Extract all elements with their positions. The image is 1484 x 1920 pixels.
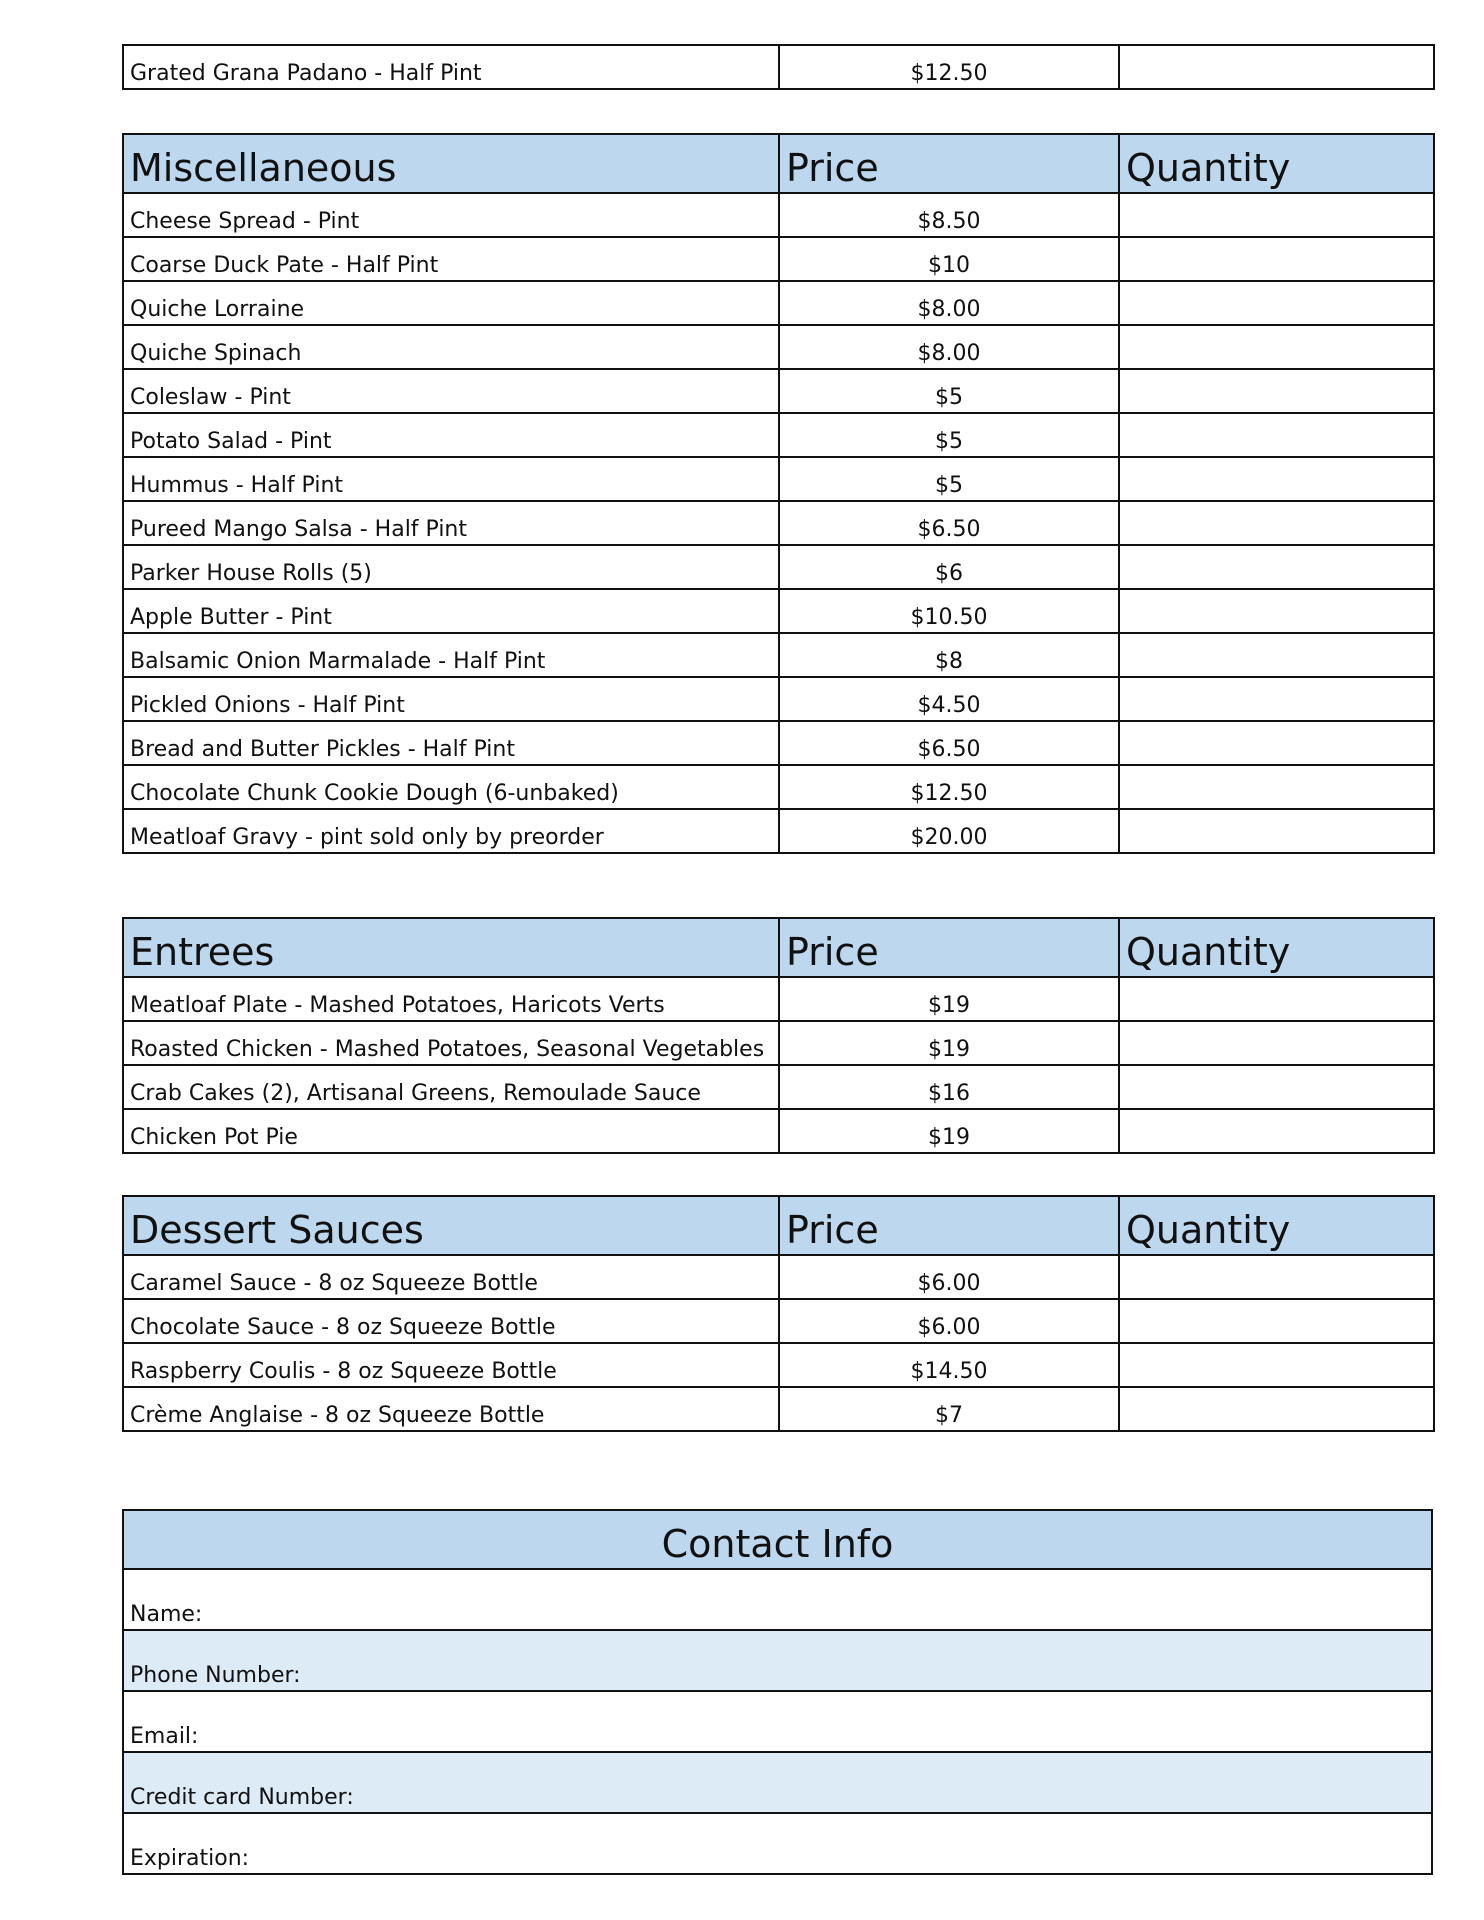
quantity-cell[interactable] xyxy=(1119,545,1434,589)
table-row xyxy=(123,721,1434,765)
top-carryover-table xyxy=(122,44,1433,90)
table-row xyxy=(123,325,1434,369)
table-row xyxy=(123,1021,1434,1065)
table-row xyxy=(123,281,1434,325)
contact-title: Contact Info xyxy=(123,1510,1432,1569)
table-row xyxy=(123,369,1434,413)
item-price: $5 xyxy=(779,413,1119,457)
table-header xyxy=(123,918,1434,977)
item-name: Pickled Onions - Half Pint xyxy=(123,677,779,721)
table-row xyxy=(123,1255,1434,1299)
table-row xyxy=(123,589,1434,633)
table-header xyxy=(123,1510,1432,1569)
item-name: Crème Anglaise - 8 oz Squeeze Bottle xyxy=(123,1387,779,1431)
table-row xyxy=(123,1343,1434,1387)
quantity-cell[interactable] xyxy=(1119,193,1434,237)
price-header: Price xyxy=(779,134,1119,193)
contact-row-credit-card[interactable] xyxy=(123,1752,1432,1813)
item-name: Roasted Chicken - Mashed Potatoes, Seasonal Vegetables xyxy=(123,1021,779,1065)
quantity-cell[interactable] xyxy=(1119,721,1434,765)
item-name: Chocolate Chunk Cookie Dough (6-unbaked) xyxy=(123,765,779,809)
item-name: Grated Grana Padano - Half Pint xyxy=(123,45,779,89)
item-name: Apple Butter - Pint xyxy=(123,589,779,633)
item-price: $19 xyxy=(779,977,1119,1021)
item-price: $6.00 xyxy=(779,1299,1119,1343)
item-name: Hummus - Half Pint xyxy=(123,457,779,501)
item-price: $20.00 xyxy=(779,809,1119,853)
table-row xyxy=(123,809,1434,853)
table-row xyxy=(123,237,1434,281)
item-name: Caramel Sauce - 8 oz Squeeze Bottle xyxy=(123,1255,779,1299)
item-price: $5 xyxy=(779,457,1119,501)
item-name: Crab Cakes (2), Artisanal Greens, Remoulade Sauce xyxy=(123,1065,779,1109)
table-row xyxy=(123,977,1434,1021)
quantity-cell[interactable] xyxy=(1119,765,1434,809)
contact-row-expiration[interactable] xyxy=(123,1813,1432,1874)
item-price: $6 xyxy=(779,545,1119,589)
item-price: $10 xyxy=(779,237,1119,281)
item-name: Quiche Spinach xyxy=(123,325,779,369)
dessert-sauces-table xyxy=(122,1195,1433,1432)
item-price: $14.50 xyxy=(779,1343,1119,1387)
name-field[interactable]: Name: xyxy=(123,1569,1432,1630)
table-row xyxy=(123,1299,1434,1343)
quantity-cell[interactable] xyxy=(1119,1343,1434,1387)
item-name: Bread and Butter Pickles - Half Pint xyxy=(123,721,779,765)
price-header: Price xyxy=(779,1196,1119,1255)
quantity-cell[interactable] xyxy=(1119,1109,1434,1153)
table-row xyxy=(123,677,1434,721)
quantity-cell[interactable] xyxy=(1119,413,1434,457)
quantity-cell[interactable] xyxy=(1119,501,1434,545)
item-price: $7 xyxy=(779,1387,1119,1431)
item-price: $8.00 xyxy=(779,281,1119,325)
item-price: $16 xyxy=(779,1065,1119,1109)
item-price: $10.50 xyxy=(779,589,1119,633)
table-row xyxy=(123,1387,1434,1431)
table-row xyxy=(123,457,1434,501)
quantity-header: Quantity xyxy=(1119,1196,1434,1255)
item-name: Chocolate Sauce - 8 oz Squeeze Bottle xyxy=(123,1299,779,1343)
item-price: $6.00 xyxy=(779,1255,1119,1299)
quantity-cell[interactable] xyxy=(1119,1299,1434,1343)
price-header: Price xyxy=(779,918,1119,977)
quantity-header: Quantity xyxy=(1119,918,1434,977)
quantity-cell[interactable] xyxy=(1119,677,1434,721)
contact-info-table xyxy=(122,1509,1433,1875)
item-price: $6.50 xyxy=(779,721,1119,765)
item-name: Quiche Lorraine xyxy=(123,281,779,325)
entrees-table xyxy=(122,917,1433,1154)
table-header xyxy=(123,134,1434,193)
quantity-header: Quantity xyxy=(1119,134,1434,193)
table-row xyxy=(123,413,1434,457)
item-name: Meatloaf Plate - Mashed Potatoes, Haricots Verts xyxy=(123,977,779,1021)
quantity-cell[interactable] xyxy=(1119,1065,1434,1109)
quantity-cell[interactable] xyxy=(1119,589,1434,633)
item-name: Potato Salad - Pint xyxy=(123,413,779,457)
item-name: Raspberry Coulis - 8 oz Squeeze Bottle xyxy=(123,1343,779,1387)
email-field[interactable]: Email: xyxy=(123,1691,1432,1752)
section-title: Dessert Sauces xyxy=(123,1196,779,1255)
quantity-cell[interactable] xyxy=(1119,45,1434,89)
table-row xyxy=(123,633,1434,677)
item-price: $12.50 xyxy=(779,765,1119,809)
item-name: Cheese Spread - Pint xyxy=(123,193,779,237)
item-price: $4.50 xyxy=(779,677,1119,721)
item-price: $8.00 xyxy=(779,325,1119,369)
quantity-cell[interactable] xyxy=(1119,1021,1434,1065)
expiration-field[interactable]: Expiration: xyxy=(123,1813,1432,1874)
quantity-cell[interactable] xyxy=(1119,281,1434,325)
item-name: Meatloaf Gravy - pint sold only by preorder xyxy=(123,809,779,853)
item-name: Parker House Rolls (5) xyxy=(123,545,779,589)
item-price: $8.50 xyxy=(779,193,1119,237)
table-row xyxy=(123,765,1434,809)
item-name: Coleslaw - Pint xyxy=(123,369,779,413)
contact-row-phone[interactable] xyxy=(123,1630,1432,1691)
item-price: $5 xyxy=(779,369,1119,413)
table-header xyxy=(123,1196,1434,1255)
table-row xyxy=(123,545,1434,589)
quantity-cell[interactable] xyxy=(1119,809,1434,853)
item-name: Coarse Duck Pate - Half Pint xyxy=(123,237,779,281)
quantity-cell[interactable] xyxy=(1119,1255,1434,1299)
quantity-cell[interactable] xyxy=(1119,369,1434,413)
quantity-cell[interactable] xyxy=(1119,325,1434,369)
contact-row-name[interactable] xyxy=(123,1569,1432,1630)
table-row xyxy=(123,45,1434,89)
phone-number-field[interactable]: Phone Number: xyxy=(123,1630,1432,1691)
credit-card-number-field[interactable]: Credit card Number: xyxy=(123,1752,1432,1813)
section-title: Miscellaneous xyxy=(123,134,779,193)
table-row xyxy=(123,193,1434,237)
item-price: $19 xyxy=(779,1021,1119,1065)
miscellaneous-table xyxy=(122,133,1433,854)
section-title: Entrees xyxy=(123,918,779,977)
item-name: Chicken Pot Pie xyxy=(123,1109,779,1153)
quantity-cell[interactable] xyxy=(1119,977,1434,1021)
item-name: Balsamic Onion Marmalade - Half Pint xyxy=(123,633,779,677)
quantity-cell[interactable] xyxy=(1119,237,1434,281)
quantity-cell[interactable] xyxy=(1119,633,1434,677)
item-price: $6.50 xyxy=(779,501,1119,545)
item-name: Pureed Mango Salsa - Half Pint xyxy=(123,501,779,545)
item-price: $8 xyxy=(779,633,1119,677)
table-row xyxy=(123,1065,1434,1109)
table-row xyxy=(123,501,1434,545)
table-row xyxy=(123,1109,1434,1153)
item-price: $12.50 xyxy=(779,45,1119,89)
item-price: $19 xyxy=(779,1109,1119,1153)
contact-row-email[interactable] xyxy=(123,1691,1432,1752)
quantity-cell[interactable] xyxy=(1119,1387,1434,1431)
quantity-cell[interactable] xyxy=(1119,457,1434,501)
